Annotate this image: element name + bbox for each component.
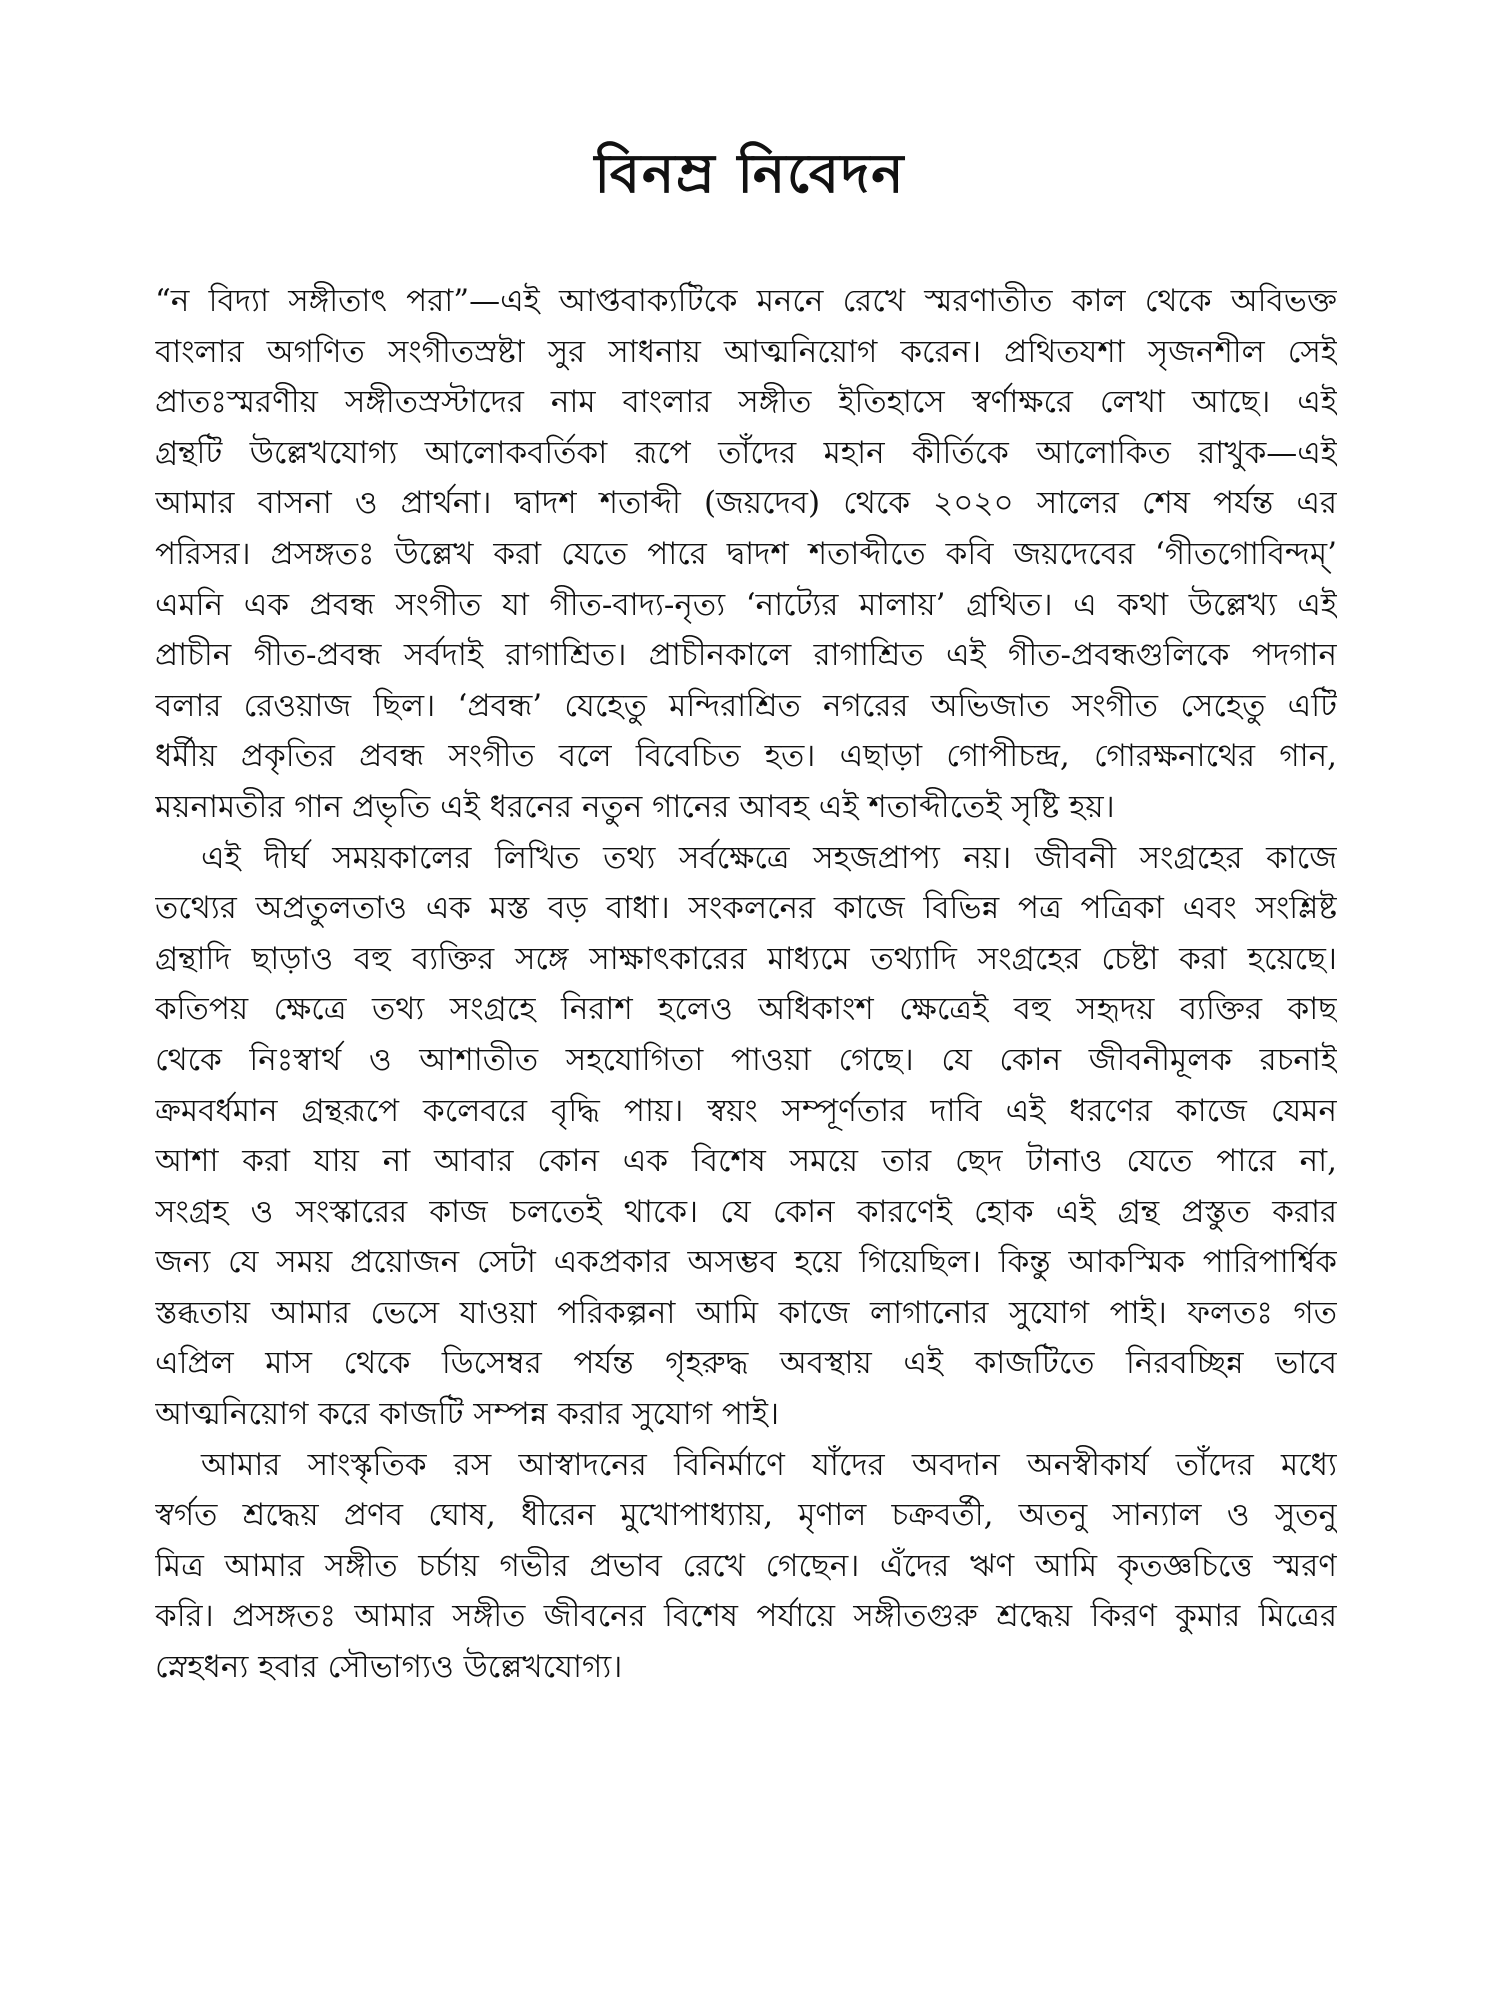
- text-line: আমার বাসনা ও প্রার্থনা। দ্বাদশ শতাব্দী (জয়দেব) থেকে ২০২০ সালের শেষ পর্যন্ত এর: [155, 485, 1337, 522]
- text-line: মিত্র আমার সঙ্গীত চর্চায় গভীর প্রভাব রেখে গেছেন। এঁদের ঋণ আমি কৃতজ্ঞচিত্তে স্মরণ: [155, 1547, 1337, 1584]
- text-line: তথ্যের অপ্রতুলতাও এক মস্ত বড় বাধা। সংকলনের কাজে বিভিন্ন পত্র পত্রিকা এবং সংশ্লিষ্ট: [155, 890, 1337, 927]
- text-line: এপ্রিল মাস থেকে ডিসেম্বর পর্যন্ত গৃহরুদ্ধ অবস্থায় এই কাজটিতে নিরবচ্ছিন্ন ভাবে: [155, 1345, 1337, 1382]
- text-line: বলার রেওয়াজ ছিল। ‘প্রবন্ধ’ যেহেতু মন্দিরাশ্রিত নগরের অভিজাত সংগীত সেহেতু এটি: [155, 687, 1337, 724]
- text-line: পরিসর। প্রসঙ্গতঃ উল্লেখ করা যেতে পারে দ্বাদশ শতাব্দীতে কবি জয়দেবের ‘গীতগোবিন্দম্’: [155, 535, 1337, 572]
- text-line: স্নেহধন্য হবার সৌভাগ্যও উল্লেখযোগ্য।: [155, 1649, 623, 1686]
- text-line: ক্রমবর্ধমান গ্রন্থরূপে কলেবরে বৃদ্ধি পায়। স্বয়ং সম্পূর্ণতার দাবি এই ধরণের কাজে যেমন: [155, 1092, 1337, 1129]
- text-line: আশা করা যায় না আবার কোন এক বিশেষ সময়ে তার ছেদ টানাও যেতে পারে না,: [155, 1143, 1337, 1180]
- page-title: বিনম্র নিবেদন: [594, 141, 906, 205]
- text-line: “ন বিদ্যা সঙ্গীতাৎ পরা”—এই আপ্তবাক্যটিকে মননে রেখে স্মরণাতীত কাল থেকে অবিভক্ত: [155, 283, 1337, 319]
- text-line: গ্রন্থাদি ছাড়াও বহু ব্যক্তির সঙ্গে সাক্ষাৎকারের মাধ্যমে তথ্যাদি সংগ্রহের চেষ্টা করা হয়েছে।: [155, 940, 1337, 977]
- text-line: এই দীর্ঘ সময়কালের লিখিত তথ্য সর্বক্ষেত্রে সহজপ্রাপ্য নয়। জীবনী সংগ্রহের কাজে: [201, 839, 1337, 876]
- text-line: ধর্মীয় প্রকৃতির প্রবন্ধ সংগীত বলে বিবেচিত হত। এছাড়া গোপীচন্দ্র, গোরক্ষনাথের গান,: [155, 738, 1337, 775]
- text-line: আমার সাংস্কৃতিক রস আস্বাদনের বিনির্মাণে যাঁদের অবদান অনস্বীকার্য তাঁদের মধ্যে: [201, 1446, 1337, 1483]
- text-line: কতিপয় ক্ষেত্রে তথ্য সংগ্রহে নিরাশ হলেও অধিকাংশ ক্ষেত্রেই বহু সহৃদয় ব্যক্তির কাছ: [155, 991, 1337, 1028]
- text-line: গ্রন্থটি উল্লেখযোগ্য আলোকবর্তিকা রূপে তাঁদের মহান কীর্তিকে আলোকিত রাখুক—এই: [155, 434, 1337, 471]
- text-line: জন্য যে সময় প্রয়োজন সেটা একপ্রকার অসম্ভব হয়ে গিয়েছিল। কিন্তু আকস্মিক পারিপার্শ্বিক: [155, 1244, 1337, 1281]
- text-line: ময়নামতীর গান প্রভৃতি এই ধরনের নতুন গানের আবহ এই শতাব্দীতেই সৃষ্টি হয়।: [155, 788, 1115, 825]
- text-line: করি। প্রসঙ্গতঃ আমার সঙ্গীত জীবনের বিশেষ পর্যায়ে সঙ্গীতগুরু শ্রদ্ধেয় কিরণ কুমার মিত্রের: [155, 1598, 1337, 1635]
- text-line: প্রাচীন গীত-প্রবন্ধ সর্বদাই রাগাশ্রিত। প্রাচীনকালে রাগাশ্রিত এই গীত-প্রবন্ধগুলিকে পদগান: [155, 637, 1337, 674]
- text-line: থেকে নিঃস্বার্থ ও আশাতীত সহযোগিতা পাওয়া গেছে। যে কোন জীবনীমূলক রচনাই: [155, 1041, 1337, 1078]
- text-line: আত্মনিয়োগ করে কাজটি সম্পন্ন করার সুযোগ পাই।: [155, 1396, 780, 1433]
- text-line: স্বর্গত শ্রদ্ধেয় প্রণব ঘোষ, ধীরেন মুখোপাধ্যায়, মৃণাল চক্রবর্তী, অতনু সান্যাল ও সুতনু: [155, 1497, 1337, 1534]
- text-line: বাংলার অগণিত সংগীতস্রষ্টা সুর সাধনায় আত্মনিয়োগ করেন। প্রথিতযশা সৃজনশীল সেই: [155, 333, 1337, 370]
- text-line: প্রাতঃস্মরণীয় সঙ্গীতস্রস্টাদের নাম বাংলার সঙ্গীত ইতিহাসে স্বর্ণাক্ষরে লেখা আছে। এই: [155, 384, 1337, 421]
- text-line: সংগ্রহ ও সংস্কারের কাজ চলতেই থাকে। যে কোন কারণেই হোক এই গ্রন্থ প্রস্তুত করার: [155, 1193, 1337, 1230]
- text-line: এমনি এক প্রবন্ধ সংগীত যা গীত-বাদ্য-নৃত্য ‘নাট্যের মালায়’ গ্রথিত। এ কথা উল্লেখ্য এই: [155, 586, 1337, 623]
- body-text: [155, 276, 1337, 1693]
- text-line: স্তব্ধতায় আমার ভেসে যাওয়া পরিকল্পনা আমি কাজে লাগানোর সুযোগ পাই। ফলতঃ গত: [155, 1294, 1337, 1331]
